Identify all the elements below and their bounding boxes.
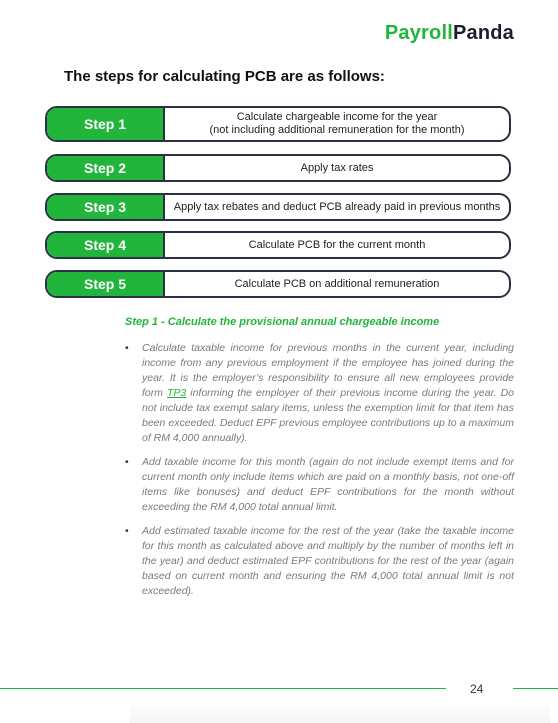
list-item [125, 455, 514, 515]
step-row-1 [45, 106, 511, 142]
brand-logo-part1: Payroll [384, 22, 453, 44]
footer-divider-right [513, 688, 558, 689]
step-description [165, 195, 509, 219]
bullet-text: informing the employer of their previous income during the year. Do not include tax exempt salary items, unless the exemption limit for that item has been exceeded. Deduct EPF previous employee contributions up to a maximum of RM 4,000 annually). [142, 387, 515, 444]
step-label: Step 3 [47, 195, 165, 219]
step-row-4 [45, 231, 511, 259]
step-description [165, 233, 509, 257]
bullet-text: Add taxable income for this month (again do not include exempt items and for current month only include items which are paid on a monthly basis, not one-off items like bonuses) and deduct EPF contributions for the month without exceeding the RM 4,000 total annual limit. [142, 456, 514, 513]
bullet-marker: • [125, 456, 129, 468]
tp3-link[interactable]: TP3 [167, 387, 187, 399]
bullet-text: Calculate taxable income for previous months in the current year, including income from any previous employment if the employee has joined during the year. It is the employer’s responsibility to ensure all new employees provide form [142, 342, 514, 399]
page-heading: The steps for calculating PCB are as follows: [64, 68, 385, 85]
page-shadow [130, 700, 550, 723]
step-description-line: Apply tax rates [300, 161, 374, 174]
brand-logo [385, 22, 514, 45]
section-title: Step 1 - Calculate the provisional annual chargeable income [125, 316, 440, 328]
step-description-line: Calculate PCB for the current month [248, 238, 426, 251]
step-description [165, 272, 509, 296]
brand-logo-part2: Panda [452, 22, 514, 44]
bullet-list [125, 341, 514, 608]
step-description-line: (not including additional remuneration for the month) [209, 124, 465, 136]
page-number: 24 [470, 682, 484, 696]
step-description-line: Calculate chargeable income for the year [236, 111, 438, 123]
step-label: Step 2 [47, 156, 165, 180]
step-row-5 [45, 270, 511, 298]
step-label: Step 1 [47, 108, 165, 140]
bullet-text: Add estimated taxable income for the rest of the year (take the taxable income for this month as calculated above and multiply by the number of months left in the year) and deduct estimated EPF contributions for the rest of the year (again based on current month and ensuring the RM 4,000 total annual limit is not exceeded). [142, 525, 514, 597]
step-label: Step 5 [47, 272, 165, 296]
list-item [125, 524, 514, 599]
step-description-line: Apply tax rebates and deduct PCB already paid in previous months [173, 200, 501, 213]
step-label: Step 4 [47, 233, 165, 257]
footer-divider-left [0, 688, 446, 689]
step-description-line: Calculate PCB on additional remuneration [234, 277, 440, 290]
list-item [125, 341, 514, 446]
bullet-marker: • [125, 525, 129, 537]
bullet-marker: • [125, 342, 129, 354]
step-row-2 [45, 154, 511, 182]
step-description [165, 156, 509, 180]
step-description [165, 108, 509, 140]
step-row-3 [45, 193, 511, 221]
